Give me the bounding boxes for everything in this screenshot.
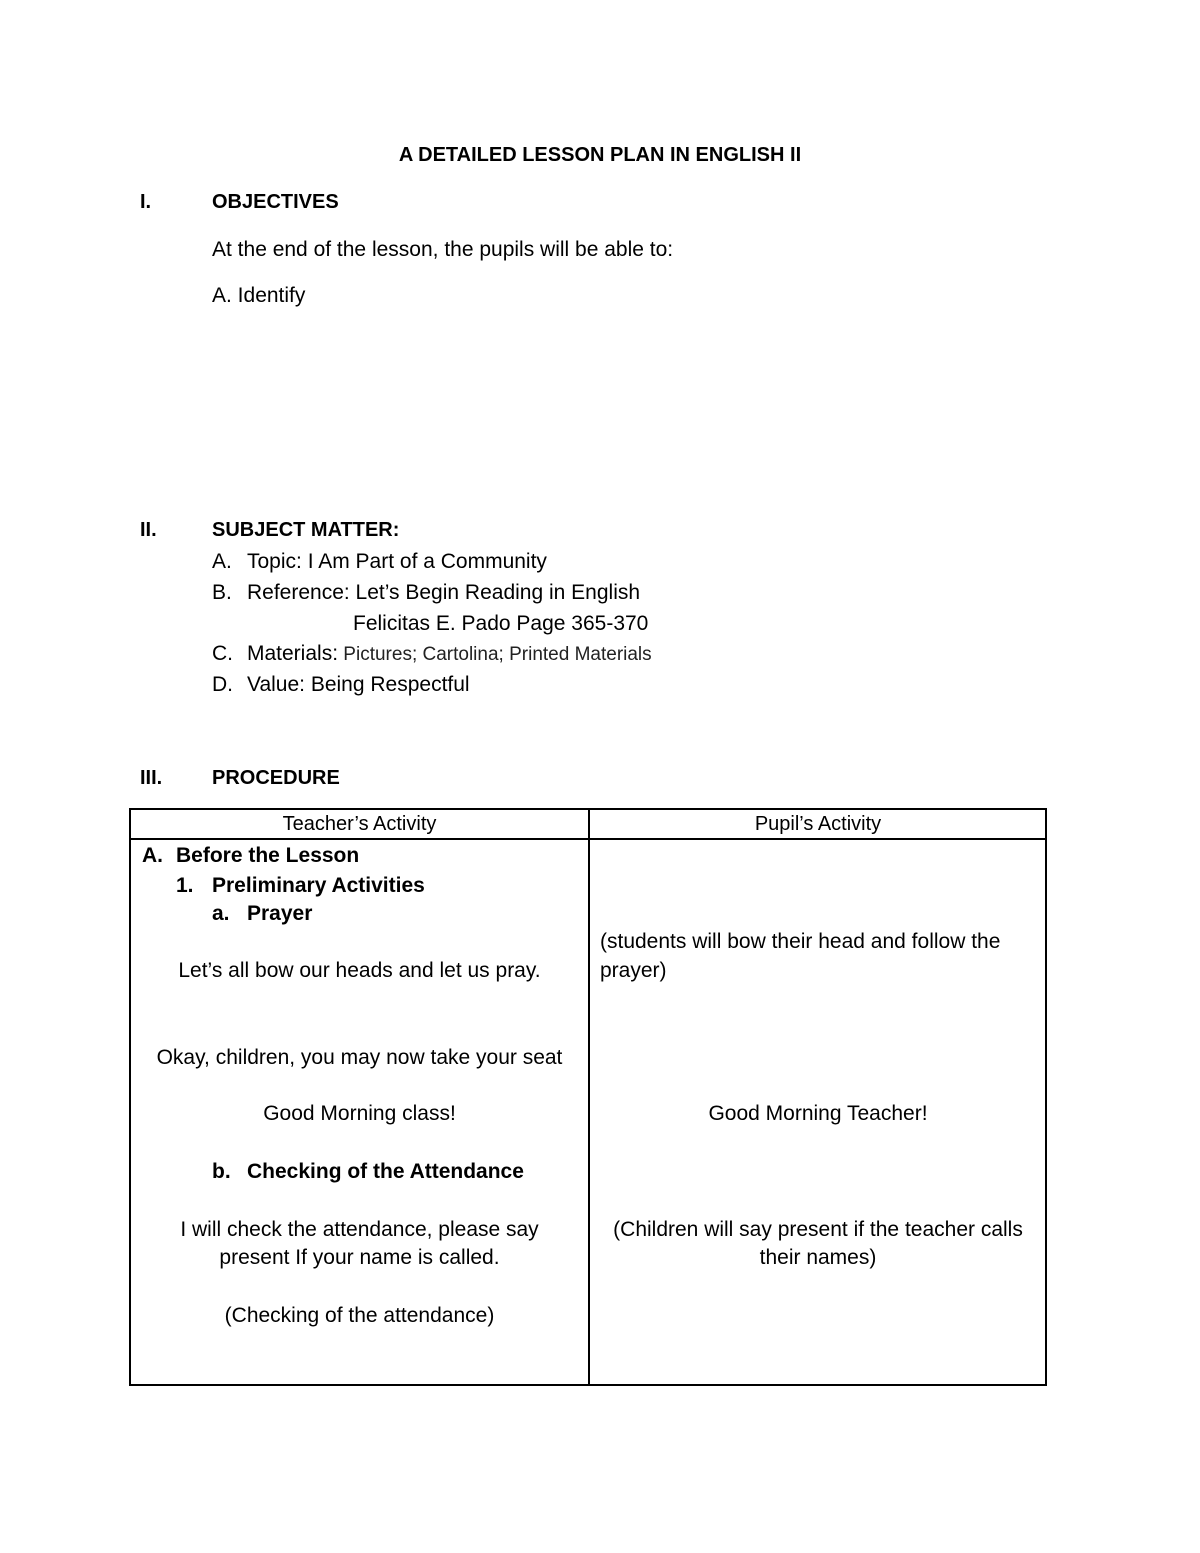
subject-item-reference: Reference: Let’s Begin Reading in English	[247, 581, 641, 604]
step-checking-attendance: Checking of the Attendance	[247, 1160, 524, 1183]
subject-item-letter: D.	[212, 673, 233, 696]
section-number-procedure: III.	[140, 767, 163, 789]
objective-item-a: A. Identify	[212, 284, 306, 307]
step-letter: A.	[142, 844, 163, 867]
subject-item-topic: Topic: I Am Part of a Community	[247, 550, 547, 573]
teacher-attendance-line-1: I will check the attendance, please say	[180, 1218, 539, 1241]
column-header-pupil: Pupil’s Activity	[754, 813, 882, 835]
step-prayer: Prayer	[247, 902, 313, 925]
subject-item-letter: B.	[212, 581, 232, 604]
section-number-objectives: I.	[140, 191, 152, 213]
step-before-the-lesson: Before the Lesson	[176, 844, 360, 867]
document-title: A DETAILED LESSON PLAN IN ENGLISH II	[398, 144, 802, 166]
materials-value: Pictures; Cartolina; Printed Materials	[338, 644, 652, 665]
subject-item-letter: A.	[212, 550, 232, 573]
section-number-subject-matter: II.	[140, 519, 157, 541]
pupil-prayer-line-2: prayer)	[600, 959, 667, 982]
materials-label: Materials:	[247, 642, 339, 665]
pupil-attendance-line-2: their names)	[759, 1246, 877, 1269]
step-sub-letter: a.	[212, 902, 230, 925]
table-header-divider	[129, 838, 1047, 840]
section-heading-subject-matter: SUBJECT MATTER:	[212, 519, 400, 541]
step-number: 1.	[176, 874, 194, 897]
step-preliminary-activities: Preliminary Activities	[212, 874, 425, 897]
section-heading-procedure: PROCEDURE	[212, 767, 340, 789]
subject-item-value: Value: Being Respectful	[247, 673, 470, 696]
teacher-seat-line: Okay, children, you may now take your seat	[156, 1046, 563, 1069]
pupil-prayer-line-1: (students will bow their head and follow the	[600, 930, 1001, 953]
teacher-attendance-line-2: present If your name is called.	[219, 1246, 500, 1269]
section-heading-objectives: OBJECTIVES	[212, 191, 339, 213]
step-sub-letter: b.	[212, 1160, 231, 1183]
teacher-prayer-line: Let’s all bow our heads and let us pray.	[178, 959, 541, 982]
subject-item-reference-author: Felicitas E. Pado Page 365-370	[353, 612, 649, 635]
pupil-greeting: Good Morning Teacher!	[708, 1102, 928, 1125]
objectives-intro: At the end of the lesson, the pupils will be able to:	[212, 238, 674, 261]
pupil-attendance-line-1: (Children will say present if the teacher calls	[613, 1218, 1023, 1241]
subject-item-letter: C.	[212, 642, 233, 665]
teacher-greeting: Good Morning class!	[263, 1102, 456, 1125]
teacher-checking-note: (Checking of the attendance)	[224, 1304, 495, 1327]
table-column-divider	[588, 808, 590, 1386]
column-header-teacher: Teacher’s Activity	[282, 813, 437, 835]
subject-item-materials	[247, 642, 652, 667]
